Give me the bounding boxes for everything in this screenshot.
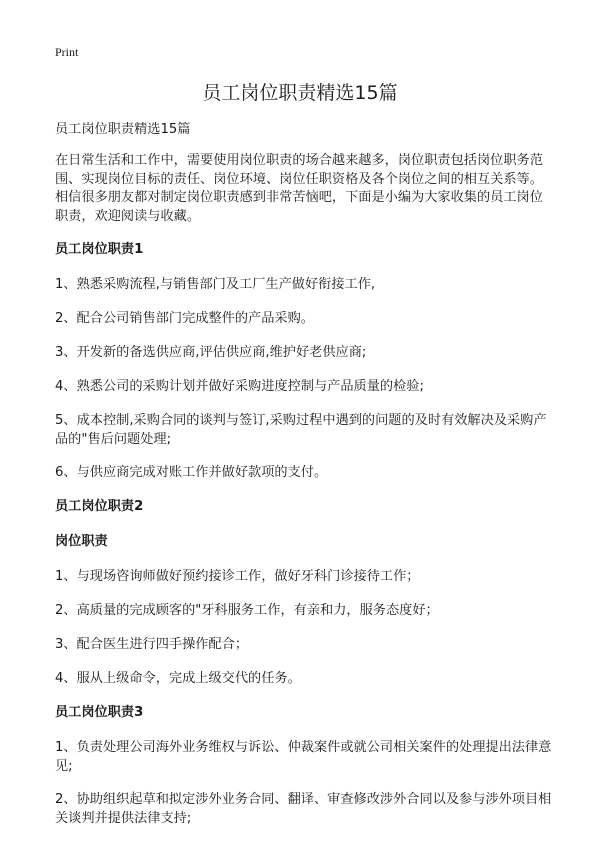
list-item: 5、成本控制,采购合同的谈判与签订,采购过程中遇到的问题的及时有效解决及采购产品的"售后问题处理; [55,413,547,447]
list-item: 4、服从上级命令，完成上级交代的任务。 [55,671,301,686]
list-item: 1、与现场咨询师做好预约接诊工作，做好牙科门诊接待工作； [55,569,420,584]
section-subheading: 岗位职责 [55,534,108,549]
section-heading-1: 员工岗位职责1 [55,242,144,257]
list-item: 1、熟悉采购流程,与销售部门及工厂生产做好衔接工作, [55,277,376,292]
document-title: 员工岗位职责精选15篇 [202,82,398,104]
list-item: 6、与供应商完成对账工作并做好款项的支付。 [55,465,328,480]
print-label: Print [55,45,79,59]
list-item: 2、配合公司销售部门完成整件的产品采购。 [55,311,314,326]
document-subtitle: 员工岗位职责精选15篇 [55,122,191,137]
list-item: 3、开发新的备选供应商,评估供应商,维护好老供应商; [55,345,367,360]
list-item: 2、协助组织起草和拟定涉外业务合同、翻译、审查修改涉外合同以及参与涉外项目相关谈判并提供法律支持; [55,792,552,826]
document-body [55,120,555,842]
intro-paragraph: 在日常生活和工作中，需要使用岗位职责的场合越来越多，岗位职责包括岗位职务范围、实现岗位目标的责任、岗位环境、岗位任职资格及各个岗位之间的相互关系等。相信很多朋友都对制定岗位职责感到非常苦恼吧，下面是小编为大家收集的员工岗位职责，欢迎阅读与收藏。 [55,153,543,224]
list-item: 3、配合医生进行四手操作配合； [55,637,249,652]
section-heading-3: 员工岗位职责3 [55,705,144,720]
list-item: 4、熟悉公司的采购计划并做好采购进度控制与产品质量的检验; [55,379,424,394]
list-item: 2、高质量的完成顾客的"牙科服务工作，有亲和力，服务态度好； [55,603,439,618]
section-heading-2: 员工岗位职责2 [55,499,144,514]
list-item: 1、负责处理公司海外业务维权与诉讼、仲裁案件或就公司相关案件的处理提出法律意见; [55,740,552,774]
